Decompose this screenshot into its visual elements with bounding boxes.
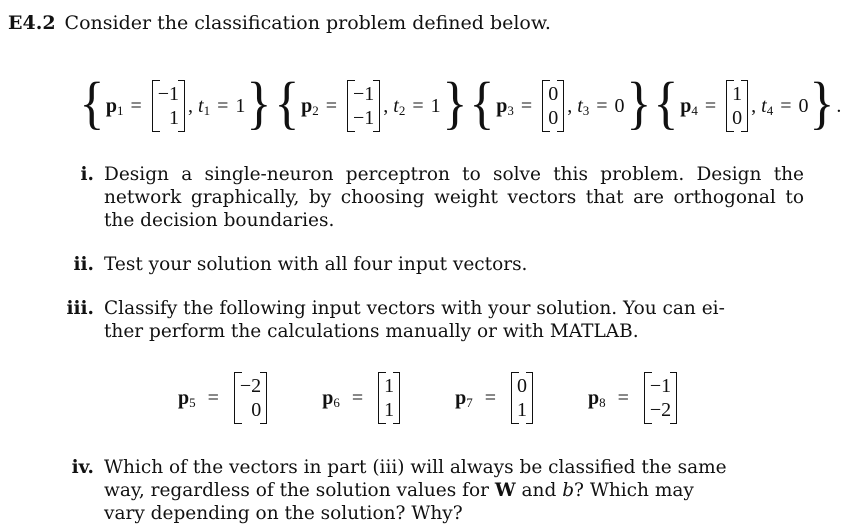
problem-intro: Consider the classification problem defined below.: [64, 12, 551, 34]
part-number: iv.: [71, 457, 94, 478]
open-brace: {: [653, 70, 679, 135]
equals-sign: =: [780, 94, 792, 117]
equals-sign: =: [325, 94, 337, 117]
p-symbol: p: [680, 94, 692, 117]
matrix-top: −1: [157, 83, 180, 105]
training-pair-1: [78, 68, 273, 144]
equals-sign: =: [704, 94, 717, 117]
vector-matrix: [511, 372, 533, 424]
equals-sign: =: [520, 94, 533, 117]
test-vector-6: [322, 372, 403, 424]
part-iv: [71, 456, 804, 525]
matrix-bottom: 0: [251, 399, 262, 421]
t-symbol: t: [393, 94, 399, 117]
target-value: 1: [235, 94, 246, 117]
matrix-top: 1: [732, 83, 743, 105]
equals-sign: =: [412, 94, 424, 117]
p-symbol: p: [588, 386, 600, 409]
matrix-top: 1: [384, 375, 395, 397]
close-brace: }: [246, 70, 272, 135]
matrix-top: 0: [517, 375, 527, 397]
matrix-bottom: −1: [352, 107, 375, 129]
training-pair-3: [468, 68, 652, 144]
bias-symbol: b: [562, 480, 575, 501]
vector-matrix: [152, 80, 185, 132]
t-subscript: 1: [203, 103, 211, 118]
open-brace: {: [274, 70, 300, 135]
p-subscript: 5: [189, 395, 196, 410]
equals-sign: =: [207, 386, 219, 409]
test-vectors: [178, 363, 732, 433]
close-brace: }: [441, 70, 468, 135]
p-symbol: p: [322, 386, 334, 409]
equals-sign: =: [596, 94, 608, 117]
problem-header: [8, 12, 551, 34]
part-text-tail: ? Which may: [574, 480, 694, 501]
close-brace: }: [625, 70, 651, 135]
matrix-top: −2: [239, 375, 262, 397]
part-text: [104, 297, 804, 343]
part-ii: [73, 253, 804, 276]
matrix-top: −1: [352, 83, 375, 105]
part-text: Design a single-neuron perceptron to solve this problem. Design the network graphically, by choosing weight vectors that are orthogonal to the decision boundaries.: [104, 164, 804, 231]
vector-matrix: [726, 80, 748, 132]
vector-matrix: [542, 80, 564, 132]
part-text-line: Which of the vectors in part (iii) will always be classified the same: [104, 457, 727, 478]
p-subscript: 7: [466, 395, 473, 410]
test-vector-8: [588, 372, 680, 424]
weight-symbol: W: [494, 480, 516, 501]
p-symbol: p: [455, 386, 467, 409]
p-subscript: 6: [333, 395, 340, 410]
open-brace: {: [469, 70, 495, 135]
matrix-bottom: 1: [384, 399, 395, 421]
matrix-bottom: 1: [517, 399, 527, 421]
and-word: and: [515, 480, 563, 501]
t-symbol: t: [761, 94, 767, 117]
matrix-top: 0: [548, 83, 559, 105]
part-number: ii.: [73, 254, 94, 275]
t-subscript: 2: [398, 103, 406, 118]
target-value: 1: [430, 94, 441, 117]
matrix-bottom: 1: [169, 107, 180, 129]
target-value: 0: [798, 94, 809, 117]
part-text-line: ther perform the calculations manually or with MATLAB.: [104, 321, 639, 342]
equals-sign: =: [617, 386, 629, 409]
matrix-top: −1: [649, 375, 672, 397]
test-vector-7: [455, 372, 536, 424]
comma: ,: [383, 94, 389, 117]
p-symbol: p: [496, 94, 508, 117]
comma: ,: [567, 94, 573, 117]
part-text: Test your solution with all four input vectors.: [104, 254, 528, 275]
vector-matrix: [378, 372, 400, 424]
training-set: [78, 68, 841, 144]
p-subscript: 4: [691, 103, 698, 118]
comma: ,: [188, 94, 194, 117]
part-text: [104, 456, 804, 525]
t-subscript: 4: [766, 103, 774, 118]
part-number: iii.: [66, 298, 94, 319]
equals-sign: =: [351, 386, 364, 409]
part-iii: [66, 297, 804, 343]
open-brace: {: [79, 70, 105, 135]
p-symbol: p: [301, 94, 313, 117]
p-symbol: p: [178, 386, 190, 409]
vector-matrix: [347, 80, 380, 132]
comma: ,: [751, 94, 757, 117]
target-value: 0: [614, 94, 625, 117]
training-pair-4: [652, 68, 841, 144]
period: .: [836, 94, 842, 117]
test-vector-5: [178, 372, 270, 424]
t-symbol: t: [577, 94, 583, 117]
matrix-bottom: 0: [732, 107, 743, 129]
part-i: [80, 163, 804, 232]
equals-sign: =: [484, 386, 496, 409]
equals-sign: =: [130, 94, 142, 117]
vector-matrix: [644, 372, 677, 424]
close-brace: }: [809, 70, 835, 135]
part-text-line: Classify the following input vectors with your solution. You can ei-: [104, 298, 725, 319]
p-subscript: 3: [507, 103, 514, 118]
part-text-line: way, regardless of the solution values for: [104, 480, 495, 501]
t-subscript: 3: [582, 103, 590, 118]
part-text-line: vary depending on the solution? Why?: [104, 503, 463, 524]
p-subscript: 1: [116, 103, 124, 118]
equals-sign: =: [217, 94, 229, 117]
p-subscript: 8: [599, 395, 606, 410]
vector-matrix: [234, 372, 267, 424]
problem-id: E4.2: [8, 12, 56, 34]
t-symbol: t: [198, 94, 204, 117]
part-number: i.: [80, 164, 94, 185]
training-pair-2: [273, 68, 468, 144]
matrix-bottom: −2: [649, 399, 672, 421]
p-symbol: p: [105, 94, 117, 117]
p-subscript: 2: [312, 103, 319, 118]
matrix-bottom: 0: [548, 107, 559, 129]
